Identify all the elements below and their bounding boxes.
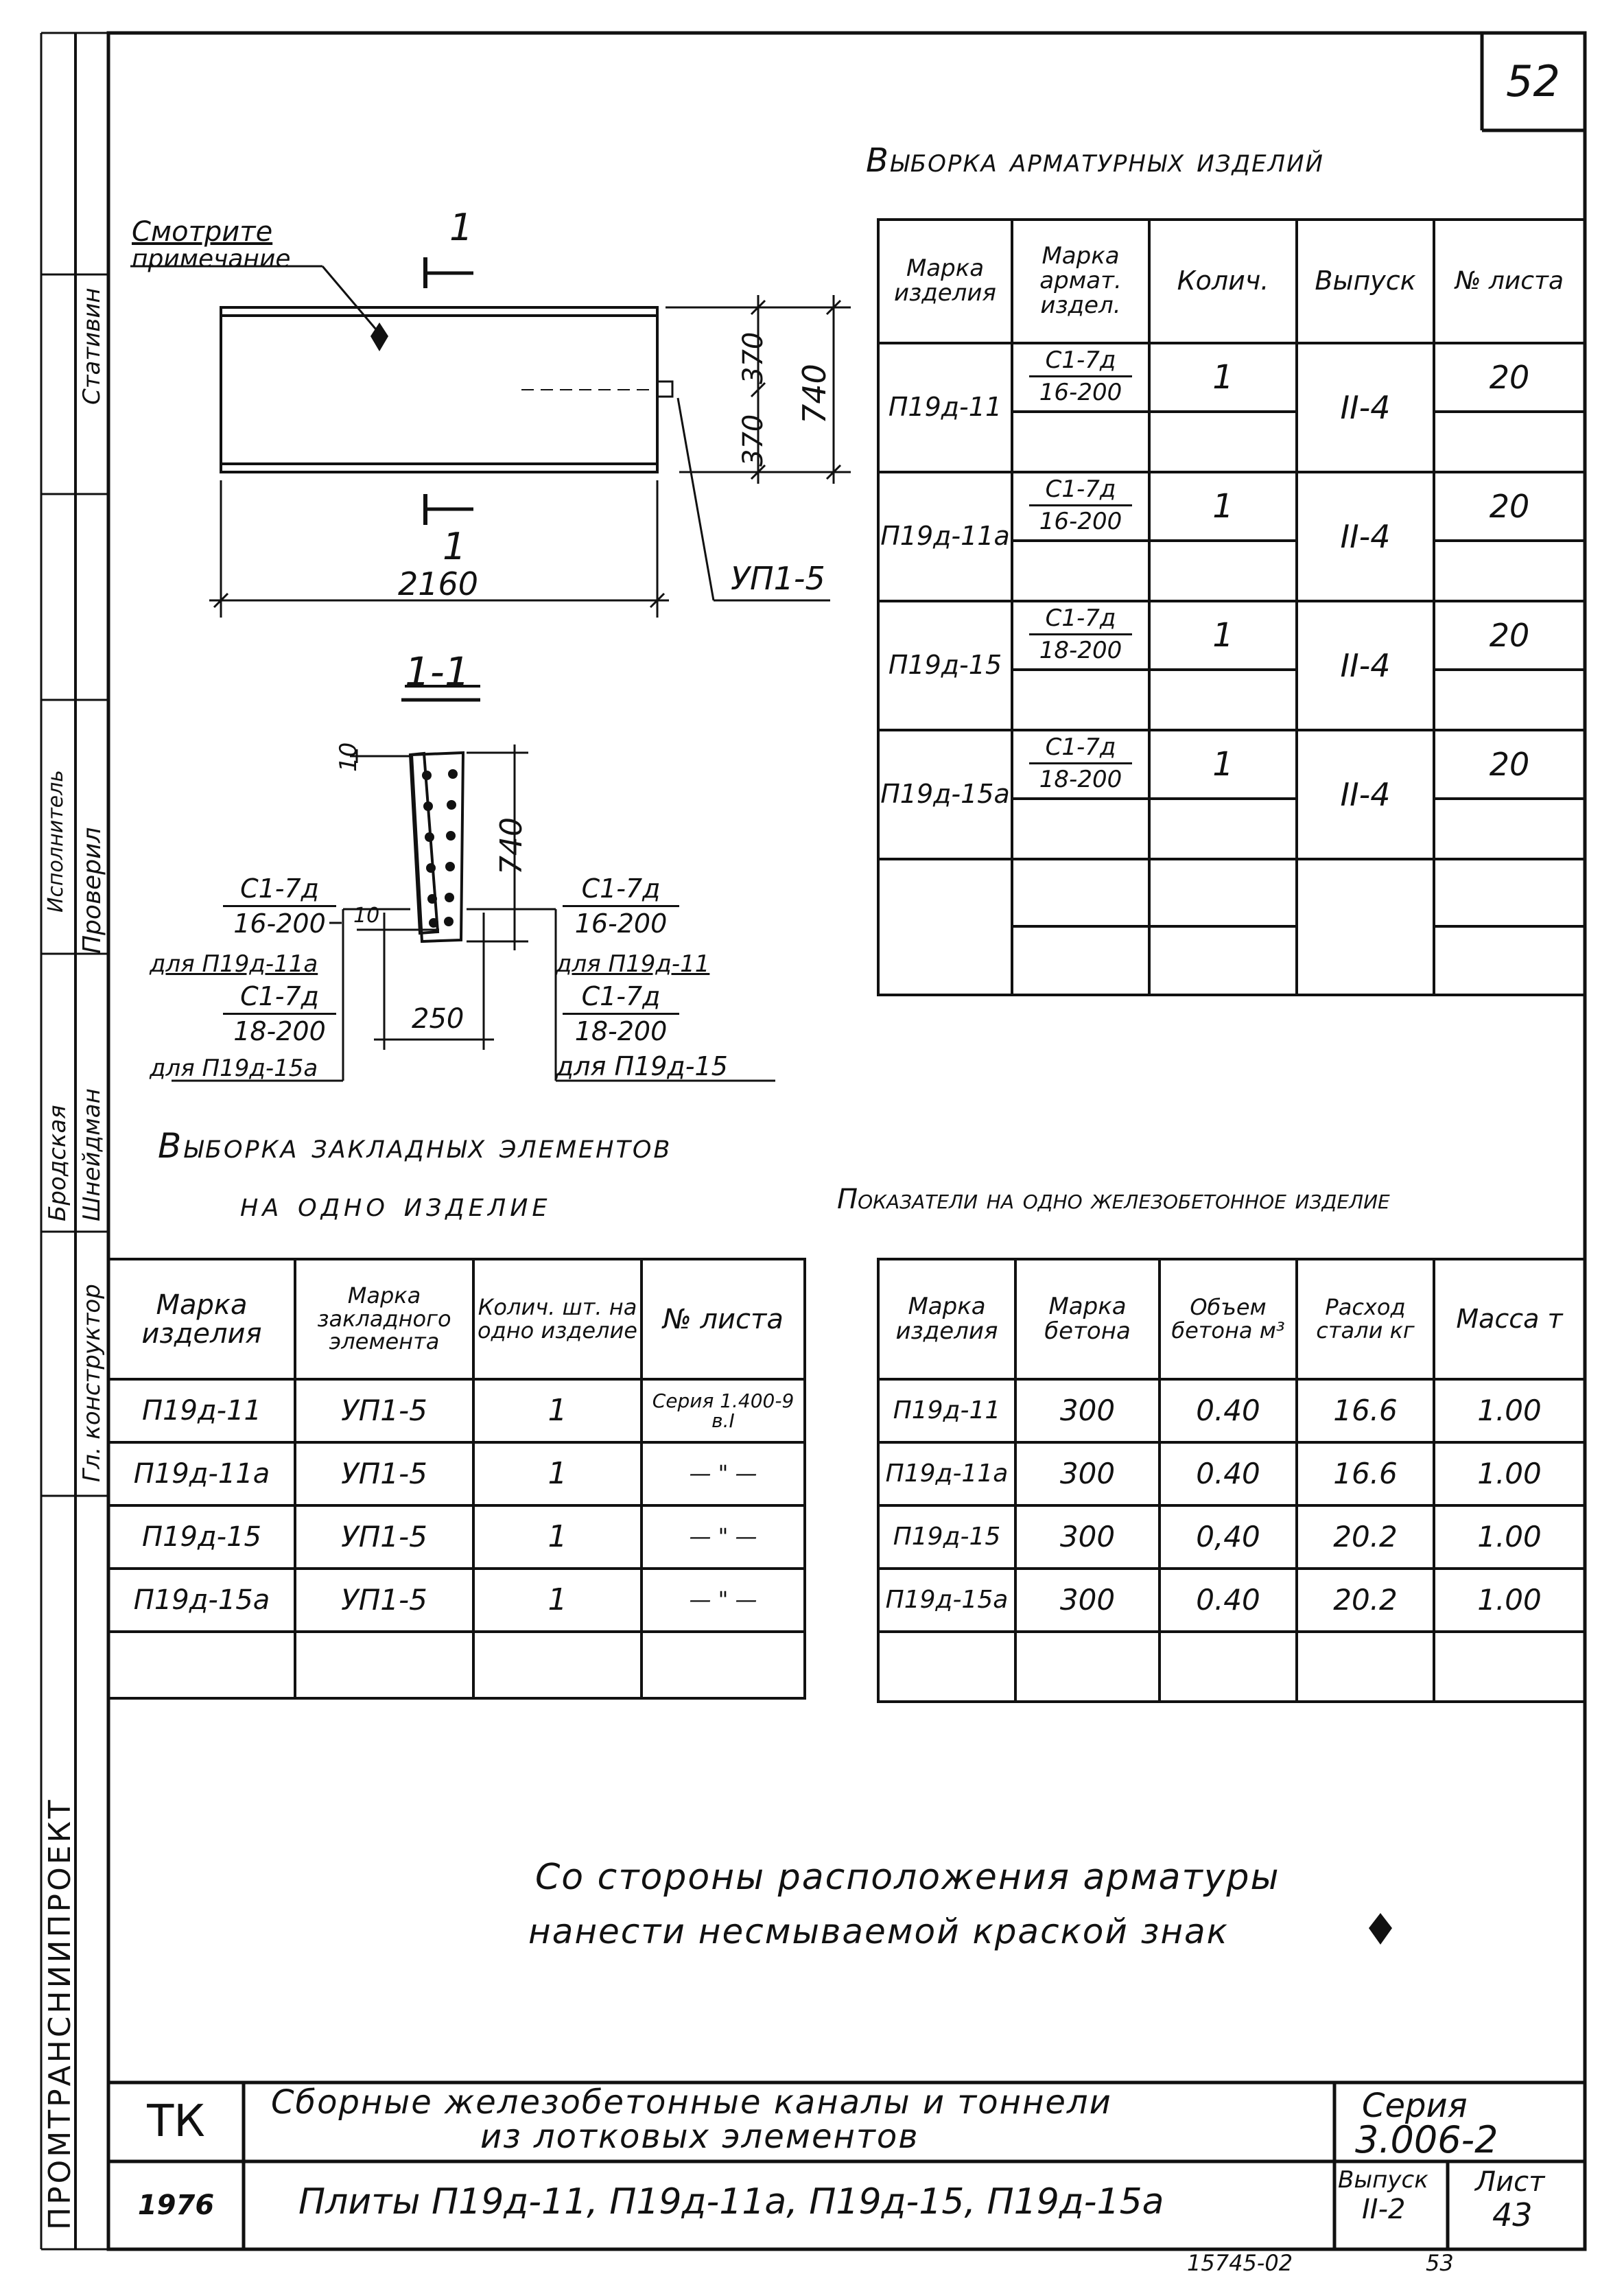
section-mark-bottom: 1 [443,525,467,568]
ind-row-concrete: 300 [1059,1393,1116,1427]
rebar-row-sheet: 20 [1489,745,1530,783]
rebar-header-issue: Выпуск [1315,266,1416,296]
rebar-row-issue: II-4 [1340,388,1391,426]
ind-header-concrete: Марка бетона [1044,1292,1131,1345]
rebar-row-mark: П19д-15 [888,650,1002,681]
section-right-for1: для П19д-11 [556,950,710,978]
dim-length: 2160 [398,565,479,602]
embed-table-title-line2: на одно изделие [240,1184,552,1224]
dim-half-top: 370 [738,331,769,384]
embed-row-element: УП1-5 [341,1456,427,1490]
title-block-title-line1: Сборные железобетонные каналы и тоннели [271,2083,1112,2122]
rebar-header-rebar: Марка армат. издел. [1039,242,1122,319]
ind-row-mark: П19д-11 [893,1396,1001,1425]
title-block-title-line2: из лотковых элементов [480,2117,919,2156]
section-left-for1: для П19д-11а [150,950,318,978]
rebar-row-issue: II-4 [1340,775,1391,813]
section-left-callout2: С1-7д 18-200 [223,981,336,1046]
ind-row-volume: 0.40 [1196,1582,1260,1617]
embed-header-element: Марка закладного элемента [317,1282,451,1355]
section-dim-side: 10 [353,904,380,928]
rebar-row-fraction: С1-7д 16-200 [1029,476,1132,535]
embed-row-mark: П19д-11а [133,1458,270,1490]
ind-row-concrete: 300 [1059,1582,1116,1617]
rebar-row-issue: II-4 [1340,646,1391,684]
embed-row-mark: П19д-15а [133,1584,270,1616]
rebar-table-title: Выборка арматурных изделий [866,141,1324,180]
title-block-year: 1976 [137,2190,215,2221]
embed-row-element: УП1-5 [341,1519,427,1553]
embed-row-mark: П19д-15 [142,1521,261,1553]
title-block-subtitle: Плиты П19д-11, П19д-11а, П19д-15, П19д-15а [298,2181,1164,2222]
section-dim-width: 250 [412,1003,464,1035]
title-block-issue-label: Выпуск [1338,2166,1428,2194]
side-name-brodskaya: Бродская [44,1105,71,1221]
ind-header-volume: Объем бетона м³ [1171,1293,1285,1344]
side-role-chief-designer: Гл. конструктор [78,1284,106,1482]
embed-row-element: УП1-5 [341,1582,427,1617]
rebar-row-fraction: С1-7д 16-200 [1029,347,1132,406]
ind-row-volume: 0,40 [1196,1519,1260,1553]
diamond-mark [1369,1913,1392,1945]
embed-header-mark: Марка изделия [141,1289,262,1350]
embed-row-qty: 1 [548,1392,567,1428]
side-role-executor: Исполнитель [44,770,68,913]
embed-row-sheet: Серия 1.400-9 в.I [652,1389,795,1432]
title-block-sheet-value: 43 [1492,2196,1533,2233]
embed-row-qty: 1 [548,1582,567,1617]
rebar-row-fraction: С1-7д 18-200 [1029,605,1132,664]
ind-row-concrete: 300 [1059,1519,1116,1553]
rebar-row-issue: II-4 [1340,517,1391,555]
embed-table-title-line1: Выборка закладных элементов [158,1126,672,1166]
embed-callout: УП1-5 [731,560,825,597]
rebar-row-sheet: 20 [1489,616,1530,654]
rebar-row-sheet: 20 [1489,487,1530,525]
ind-row-volume: 0.40 [1196,1456,1260,1490]
rebar-header-qty: Колич. [1177,266,1269,296]
rebar-row-mark: П19д-15а [880,779,1010,810]
ind-header-mark: Марка изделия [895,1292,998,1345]
section-left-for2: для П19д-15а [150,1055,318,1082]
rebar-row-fraction: С1-7д 18-200 [1029,734,1132,793]
embed-header-sheet: № листа [663,1303,784,1335]
rebar-row-qty: 1 [1212,486,1234,526]
embed-row-sheet: — " — [689,1460,757,1487]
ind-row-mass: 1.00 [1477,1456,1542,1490]
ind-row-mass: 1.00 [1477,1393,1542,1427]
rebar-row-mark: П19д-11а [880,521,1010,552]
title-block-series-value: 3.006-2 [1355,2118,1498,2161]
note-line2: нанести несмываемой краской знак [528,1912,1229,1951]
footer-page: 53 [1426,2250,1454,2276]
ind-header-steel: Расход стали кг [1316,1293,1415,1344]
ind-header-mass: Масса т [1456,1303,1563,1334]
section-mark-top: 1 [449,206,473,249]
title-block-sheet-label: Лист [1475,2166,1545,2198]
ind-row-steel: 16.6 [1333,1456,1398,1490]
rebar-row-qty: 1 [1212,744,1234,784]
ind-row-mass: 1.00 [1477,1582,1542,1617]
section-title: 1-1 [405,648,470,695]
section-left-callout1: С1-7д 16-200 [223,873,336,939]
rebar-header-sheet: № листа [1455,267,1564,296]
section-right-callout1: С1-7д 16-200 [563,873,679,939]
ind-row-steel: 20.2 [1333,1519,1398,1553]
rebar-row-qty: 1 [1212,357,1234,397]
ind-row-mass: 1.00 [1477,1519,1542,1553]
embed-row-mark: П19д-11 [142,1395,261,1427]
indicators-table-title: Показатели на одно железобетонное изделие [837,1184,1390,1215]
ind-row-mark: П19д-15а [885,1586,1009,1615]
dim-half-bottom: 370 [738,414,769,467]
embed-row-element: УП1-5 [341,1393,427,1427]
ind-row-steel: 20.2 [1333,1582,1398,1617]
rebar-row-mark: П19д-11 [888,392,1002,423]
rebar-row-sheet: 20 [1489,358,1530,396]
footer-archive-number: 15745-02 [1187,2250,1293,2276]
note-reference-line1: Смотрите [132,216,273,248]
ind-row-mark: П19д-15 [893,1523,1001,1551]
note-reference-line2: примечание [132,245,291,273]
rebar-header-mark: Марка изделия [894,255,996,307]
title-block-issue-value: II-2 [1362,2194,1406,2225]
ind-row-volume: 0.40 [1196,1393,1260,1427]
ind-row-steel: 16.6 [1333,1393,1398,1427]
section-dim-top: 10 [335,742,362,772]
ind-row-mark: П19д-11а [885,1459,1009,1488]
page-number: 52 [1506,56,1560,106]
note-line1: Со стороны расположения арматуры [535,1857,1280,1898]
embed-row-sheet: — " — [689,1586,757,1613]
side-org-name: ПРОМТРАНСНИИПРОЕКТ [43,1797,78,2230]
embed-row-sheet: — " — [689,1523,757,1550]
section-right-callout2: С1-7д 18-200 [563,981,679,1046]
rebar-row-qty: 1 [1212,615,1234,655]
embed-row-qty: 1 [548,1455,567,1491]
section-dim-height: 740 [494,817,529,875]
section-right-for2: для П19д-15 [556,1051,728,1081]
embed-row-qty: 1 [548,1518,567,1554]
dim-width: 740 [796,364,833,424]
side-role-stativin: Стативин [78,288,106,405]
title-block-series-label: Серия [1362,2087,1468,2125]
embed-header-qty: Колич. шт. на одно изделие [478,1293,637,1344]
side-name-shneidman: Шнейдман [78,1088,106,1221]
side-role-checked: Проверил [78,827,106,954]
title-block-code: ТК [147,2096,205,2147]
ind-row-concrete: 300 [1059,1456,1116,1490]
